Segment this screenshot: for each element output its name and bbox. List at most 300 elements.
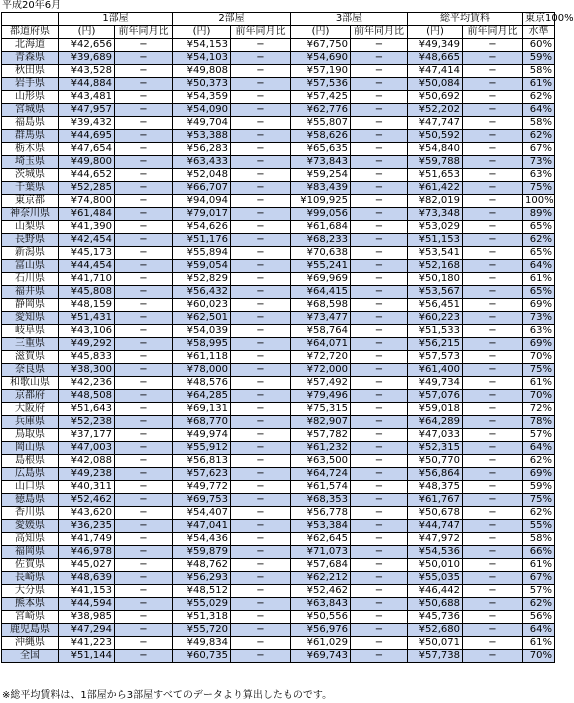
yoy-2room-cell: − — [231, 286, 291, 299]
average-rent-cell: ¥50,592 — [408, 130, 463, 143]
yoy-2room-cell: − — [231, 390, 291, 403]
yoy-1room-cell: − — [115, 299, 173, 312]
prefecture-cell: 鳥取県 — [2, 429, 59, 442]
rent-3room-cell: ¥68,598 — [291, 299, 351, 312]
yoy-average-cell: − — [463, 143, 523, 156]
average-rent-cell: ¥48,375 — [408, 481, 463, 494]
tokyo-level-cell: 67% — [523, 572, 555, 585]
yoy-average-cell: − — [463, 403, 523, 416]
prefecture-cell: 全国 — [2, 650, 59, 663]
table-row — [2, 533, 555, 546]
yoy-1room-cell: − — [115, 533, 173, 546]
yoy-1room-cell: − — [115, 494, 173, 507]
yoy-average-cell: − — [463, 494, 523, 507]
rent-2room-cell: ¥48,512 — [173, 585, 231, 598]
prefecture-cell: 大分県 — [2, 585, 59, 598]
yoy-2room-cell: − — [231, 117, 291, 130]
header-yoy: 前年同月比 — [231, 26, 291, 39]
yoy-average-cell: − — [463, 39, 523, 52]
yoy-average-cell: − — [463, 52, 523, 65]
yoy-2room-cell: − — [231, 442, 291, 455]
rent-3room-cell: ¥73,477 — [291, 312, 351, 325]
yoy-2room-cell: − — [231, 507, 291, 520]
yoy-3room-cell: − — [351, 442, 408, 455]
prefecture-cell: 栃木県 — [2, 143, 59, 156]
header-yoy: 前年同月比 — [115, 26, 173, 39]
yoy-2room-cell: − — [231, 429, 291, 442]
rent-3room-cell: ¥82,907 — [291, 416, 351, 429]
yoy-average-cell: − — [463, 442, 523, 455]
prefecture-cell: 島根県 — [2, 455, 59, 468]
rent-3room-cell: ¥72,000 — [291, 364, 351, 377]
yoy-3room-cell: − — [351, 221, 408, 234]
rent-2room-cell: ¥60,735 — [173, 650, 231, 663]
prefecture-cell: 神奈川県 — [2, 208, 59, 221]
yoy-2room-cell: − — [231, 52, 291, 65]
yoy-average-cell: − — [463, 364, 523, 377]
rent-2room-cell: ¥56,283 — [173, 143, 231, 156]
rent-1room-cell: ¥48,159 — [59, 299, 115, 312]
yoy-1room-cell: − — [115, 234, 173, 247]
yoy-1room-cell: − — [115, 403, 173, 416]
tokyo-level-cell: 100% — [523, 195, 555, 208]
prefecture-cell: 岩手県 — [2, 78, 59, 91]
rent-3room-cell: ¥69,969 — [291, 273, 351, 286]
average-rent-cell: ¥50,678 — [408, 507, 463, 520]
prefecture-cell: 徳島県 — [2, 494, 59, 507]
rent-1room-cell: ¥49,292 — [59, 338, 115, 351]
yoy-3room-cell: − — [351, 325, 408, 338]
tokyo-level-cell: 55% — [523, 520, 555, 533]
rent-1room-cell: ¥36,235 — [59, 520, 115, 533]
table-caption: 平成20年6月 — [2, 0, 62, 11]
yoy-average-cell: − — [463, 585, 523, 598]
header-3room: 3部屋 — [291, 13, 408, 26]
rent-2room-cell: ¥48,762 — [173, 559, 231, 572]
yoy-average-cell: − — [463, 455, 523, 468]
yoy-3room-cell: − — [351, 416, 408, 429]
rent-1room-cell: ¥41,390 — [59, 221, 115, 234]
tokyo-level-cell: 89% — [523, 208, 555, 221]
table-row — [2, 286, 555, 299]
table-row — [2, 299, 555, 312]
yoy-2room-cell: − — [231, 572, 291, 585]
prefecture-cell: 奈良県 — [2, 364, 59, 377]
rent-2room-cell: ¥49,974 — [173, 429, 231, 442]
average-rent-cell: ¥51,153 — [408, 234, 463, 247]
rent-3room-cell: ¥63,500 — [291, 455, 351, 468]
average-rent-cell: ¥57,738 — [408, 650, 463, 663]
rent-2room-cell: ¥54,090 — [173, 104, 231, 117]
prefecture-cell: 沖縄県 — [2, 637, 59, 650]
average-rent-cell: ¥51,653 — [408, 169, 463, 182]
tokyo-level-cell: 69% — [523, 468, 555, 481]
tokyo-level-cell: 70% — [523, 650, 555, 663]
yoy-1room-cell: − — [115, 585, 173, 598]
prefecture-cell: 新潟県 — [2, 247, 59, 260]
yoy-1room-cell: − — [115, 221, 173, 234]
rent-3room-cell: ¥72,720 — [291, 351, 351, 364]
average-rent-cell: ¥50,084 — [408, 78, 463, 91]
rent-3room-cell: ¥61,232 — [291, 442, 351, 455]
prefecture-cell: 岐阜県 — [2, 325, 59, 338]
table-row — [2, 273, 555, 286]
yoy-3room-cell: − — [351, 650, 408, 663]
prefecture-cell: 愛知県 — [2, 312, 59, 325]
header-1room: 1部屋 — [59, 13, 173, 26]
yoy-average-cell: − — [463, 351, 523, 364]
rent-1room-cell: ¥51,431 — [59, 312, 115, 325]
tokyo-level-cell: 78% — [523, 416, 555, 429]
yoy-2room-cell: − — [231, 78, 291, 91]
header-yoy: 前年同月比 — [351, 26, 408, 39]
yoy-average-cell: − — [463, 78, 523, 91]
average-rent-cell: ¥73,348 — [408, 208, 463, 221]
rent-2room-cell: ¥53,388 — [173, 130, 231, 143]
yoy-1room-cell: − — [115, 637, 173, 650]
prefecture-cell: 富山県 — [2, 260, 59, 273]
yoy-2room-cell: − — [231, 143, 291, 156]
yoy-2room-cell: − — [231, 377, 291, 390]
rent-2room-cell: ¥69,753 — [173, 494, 231, 507]
table-row — [2, 442, 555, 455]
rent-1room-cell: ¥40,311 — [59, 481, 115, 494]
rent-3room-cell: ¥64,724 — [291, 468, 351, 481]
yoy-1room-cell: − — [115, 338, 173, 351]
rent-3room-cell: ¥58,764 — [291, 325, 351, 338]
yoy-3room-cell: − — [351, 351, 408, 364]
rent-1room-cell: ¥47,003 — [59, 442, 115, 455]
rent-3room-cell: ¥68,353 — [291, 494, 351, 507]
rent-1room-cell: ¥45,808 — [59, 286, 115, 299]
average-rent-cell: ¥59,018 — [408, 403, 463, 416]
rent-3room-cell: ¥55,807 — [291, 117, 351, 130]
table-row — [2, 91, 555, 104]
table-row — [2, 169, 555, 182]
header-yen: (円) — [59, 26, 115, 39]
yoy-2room-cell: − — [231, 624, 291, 637]
yoy-3room-cell: − — [351, 91, 408, 104]
yoy-1room-cell: − — [115, 559, 173, 572]
yoy-2room-cell: − — [231, 130, 291, 143]
prefecture-cell: 茨城県 — [2, 169, 59, 182]
yoy-1room-cell: − — [115, 312, 173, 325]
yoy-2room-cell: − — [231, 559, 291, 572]
table-row — [2, 117, 555, 130]
yoy-1room-cell: − — [115, 169, 173, 182]
yoy-2room-cell: − — [231, 650, 291, 663]
rent-3room-cell: ¥62,645 — [291, 533, 351, 546]
prefecture-cell: 和歌山県 — [2, 377, 59, 390]
yoy-3room-cell: − — [351, 390, 408, 403]
rent-2room-cell: ¥94,094 — [173, 195, 231, 208]
yoy-1room-cell: − — [115, 468, 173, 481]
yoy-1room-cell: − — [115, 39, 173, 52]
rent-2room-cell: ¥54,436 — [173, 533, 231, 546]
prefecture-cell: 高知県 — [2, 533, 59, 546]
yoy-2room-cell: − — [231, 481, 291, 494]
yoy-3room-cell: − — [351, 78, 408, 91]
yoy-3room-cell: − — [351, 208, 408, 221]
average-rent-cell: ¥57,573 — [408, 351, 463, 364]
average-rent-cell: ¥52,315 — [408, 442, 463, 455]
table-row — [2, 325, 555, 338]
yoy-3room-cell: − — [351, 364, 408, 377]
rent-2room-cell: ¥49,704 — [173, 117, 231, 130]
yoy-1room-cell: − — [115, 65, 173, 78]
prefecture-cell: 京都府 — [2, 390, 59, 403]
average-rent-cell: ¥47,972 — [408, 533, 463, 546]
tokyo-level-cell: 63% — [523, 325, 555, 338]
table-row — [2, 260, 555, 273]
average-rent-cell: ¥44,747 — [408, 520, 463, 533]
rent-2room-cell: ¥49,834 — [173, 637, 231, 650]
rent-1room-cell: ¥45,173 — [59, 247, 115, 260]
tokyo-level-cell: 75% — [523, 494, 555, 507]
yoy-3room-cell: − — [351, 273, 408, 286]
yoy-1room-cell: − — [115, 520, 173, 533]
yoy-average-cell: − — [463, 169, 523, 182]
average-rent-cell: ¥61,422 — [408, 182, 463, 195]
tokyo-level-cell: 57% — [523, 585, 555, 598]
yoy-3room-cell: − — [351, 507, 408, 520]
rent-2room-cell: ¥56,432 — [173, 286, 231, 299]
yoy-2room-cell: − — [231, 533, 291, 546]
yoy-average-cell: − — [463, 234, 523, 247]
yoy-2room-cell: − — [231, 312, 291, 325]
prefecture-cell: 青森県 — [2, 52, 59, 65]
rent-1room-cell: ¥48,508 — [59, 390, 115, 403]
tokyo-level-cell: 57% — [523, 429, 555, 442]
yoy-2room-cell: − — [231, 546, 291, 559]
rent-3room-cell: ¥55,241 — [291, 260, 351, 273]
rent-2room-cell: ¥54,407 — [173, 507, 231, 520]
yoy-1room-cell: − — [115, 286, 173, 299]
prefecture-cell: 秋田県 — [2, 65, 59, 78]
average-rent-cell: ¥54,840 — [408, 143, 463, 156]
yoy-2room-cell: − — [231, 338, 291, 351]
rent-2room-cell: ¥51,318 — [173, 611, 231, 624]
header-yen: (円) — [291, 26, 351, 39]
rent-2room-cell: ¥69,131 — [173, 403, 231, 416]
rent-1room-cell: ¥39,689 — [59, 52, 115, 65]
yoy-3room-cell: − — [351, 533, 408, 546]
yoy-3room-cell: − — [351, 39, 408, 52]
rent-3room-cell: ¥52,462 — [291, 585, 351, 598]
rent-2room-cell: ¥62,501 — [173, 312, 231, 325]
yoy-1room-cell: − — [115, 455, 173, 468]
average-rent-cell: ¥55,035 — [408, 572, 463, 585]
yoy-average-cell: − — [463, 104, 523, 117]
average-rent-cell: ¥50,770 — [408, 455, 463, 468]
rent-table — [1, 12, 574, 663]
yoy-2room-cell: − — [231, 91, 291, 104]
average-rent-cell: ¥57,076 — [408, 390, 463, 403]
yoy-3room-cell: − — [351, 143, 408, 156]
prefecture-cell: 愛媛県 — [2, 520, 59, 533]
prefecture-cell: 香川県 — [2, 507, 59, 520]
prefecture-cell: 広島県 — [2, 468, 59, 481]
yoy-1room-cell: − — [115, 481, 173, 494]
rent-3room-cell: ¥50,556 — [291, 611, 351, 624]
yoy-average-cell: − — [463, 260, 523, 273]
rent-3room-cell: ¥61,684 — [291, 221, 351, 234]
tokyo-level-cell: 66% — [523, 546, 555, 559]
average-rent-cell: ¥50,071 — [408, 637, 463, 650]
rent-1room-cell: ¥45,027 — [59, 559, 115, 572]
table-row — [2, 65, 555, 78]
yoy-3room-cell: − — [351, 234, 408, 247]
prefecture-cell: 三重県 — [2, 338, 59, 351]
table-row — [2, 455, 555, 468]
rent-2room-cell: ¥56,293 — [173, 572, 231, 585]
rent-3room-cell: ¥57,425 — [291, 91, 351, 104]
rent-3room-cell: ¥75,315 — [291, 403, 351, 416]
table-row — [2, 364, 555, 377]
table-row — [2, 39, 555, 52]
yoy-1room-cell: − — [115, 598, 173, 611]
table-row — [2, 208, 555, 221]
yoy-3room-cell: − — [351, 182, 408, 195]
rent-2room-cell: ¥54,153 — [173, 39, 231, 52]
yoy-average-cell: − — [463, 91, 523, 104]
yoy-2room-cell: − — [231, 455, 291, 468]
rent-3room-cell: ¥56,976 — [291, 624, 351, 637]
prefecture-cell: 佐賀県 — [2, 559, 59, 572]
tokyo-level-cell: 73% — [523, 312, 555, 325]
table-row — [2, 182, 555, 195]
yoy-1room-cell: − — [115, 442, 173, 455]
rent-3room-cell: ¥99,056 — [291, 208, 351, 221]
rent-2room-cell: ¥66,707 — [173, 182, 231, 195]
rent-2room-cell: ¥52,829 — [173, 273, 231, 286]
rent-2room-cell: ¥59,054 — [173, 260, 231, 273]
yoy-average-cell: − — [463, 156, 523, 169]
rent-1room-cell: ¥44,454 — [59, 260, 115, 273]
average-rent-cell: ¥64,289 — [408, 416, 463, 429]
tokyo-level-cell: 62% — [523, 130, 555, 143]
rent-3room-cell: ¥65,635 — [291, 143, 351, 156]
yoy-3room-cell: − — [351, 312, 408, 325]
yoy-average-cell: − — [463, 533, 523, 546]
rent-2room-cell: ¥78,000 — [173, 364, 231, 377]
prefecture-cell: 岡山県 — [2, 442, 59, 455]
table-row — [2, 104, 555, 117]
rent-1room-cell: ¥51,144 — [59, 650, 115, 663]
rent-1room-cell: ¥44,652 — [59, 169, 115, 182]
table-row — [2, 637, 555, 650]
tokyo-level-cell: 70% — [523, 390, 555, 403]
rent-1room-cell: ¥42,236 — [59, 377, 115, 390]
rent-1room-cell: ¥37,177 — [59, 429, 115, 442]
rent-3room-cell: ¥59,254 — [291, 169, 351, 182]
yoy-3room-cell: − — [351, 130, 408, 143]
yoy-3room-cell: − — [351, 598, 408, 611]
yoy-1room-cell: − — [115, 325, 173, 338]
rent-1room-cell: ¥42,088 — [59, 455, 115, 468]
rent-1room-cell: ¥47,294 — [59, 624, 115, 637]
yoy-average-cell: − — [463, 611, 523, 624]
yoy-3room-cell: − — [351, 299, 408, 312]
yoy-2room-cell: − — [231, 299, 291, 312]
rent-1room-cell: ¥49,238 — [59, 468, 115, 481]
tokyo-level-cell: 58% — [523, 533, 555, 546]
average-rent-cell: ¥56,864 — [408, 468, 463, 481]
tokyo-level-cell: 69% — [523, 299, 555, 312]
prefecture-cell: 宮城県 — [2, 104, 59, 117]
rent-3room-cell: ¥79,496 — [291, 390, 351, 403]
average-rent-cell: ¥56,215 — [408, 338, 463, 351]
table-row — [2, 234, 555, 247]
average-rent-cell: ¥45,736 — [408, 611, 463, 624]
prefecture-cell: 長崎県 — [2, 572, 59, 585]
average-rent-cell: ¥54,536 — [408, 546, 463, 559]
rent-3room-cell: ¥71,073 — [291, 546, 351, 559]
table-row — [2, 247, 555, 260]
rent-2room-cell: ¥55,720 — [173, 624, 231, 637]
yoy-average-cell: − — [463, 468, 523, 481]
tokyo-level-cell: 58% — [523, 65, 555, 78]
tokyo-level-cell: 75% — [523, 364, 555, 377]
tokyo-level-cell: 65% — [523, 221, 555, 234]
table-row — [2, 546, 555, 559]
tokyo-level-cell: 59% — [523, 52, 555, 65]
prefecture-cell: 山梨県 — [2, 221, 59, 234]
header-level: 水準 — [523, 26, 555, 39]
tokyo-level-cell: 62% — [523, 455, 555, 468]
average-rent-cell: ¥50,692 — [408, 91, 463, 104]
rent-2room-cell: ¥54,359 — [173, 91, 231, 104]
yoy-average-cell: − — [463, 546, 523, 559]
rent-3room-cell: ¥57,684 — [291, 559, 351, 572]
table-row — [2, 78, 555, 91]
tokyo-level-cell: 64% — [523, 442, 555, 455]
yoy-1room-cell: − — [115, 117, 173, 130]
average-rent-cell: ¥49,734 — [408, 377, 463, 390]
table-row — [2, 650, 555, 663]
yoy-average-cell: − — [463, 182, 523, 195]
prefecture-cell: 鹿児島県 — [2, 624, 59, 637]
table-row — [2, 221, 555, 234]
average-rent-cell: ¥60,223 — [408, 312, 463, 325]
prefecture-cell: 北海道 — [2, 39, 59, 52]
prefecture-cell: 福岡県 — [2, 546, 59, 559]
yoy-2room-cell: − — [231, 65, 291, 78]
rent-3room-cell: ¥56,778 — [291, 507, 351, 520]
yoy-1room-cell: − — [115, 156, 173, 169]
yoy-3room-cell: − — [351, 572, 408, 585]
rent-2room-cell: ¥51,176 — [173, 234, 231, 247]
table-row — [2, 429, 555, 442]
yoy-2room-cell: − — [231, 273, 291, 286]
rent-2room-cell: ¥52,048 — [173, 169, 231, 182]
yoy-3room-cell: − — [351, 455, 408, 468]
average-rent-cell: ¥47,747 — [408, 117, 463, 130]
rent-1room-cell: ¥52,462 — [59, 494, 115, 507]
rent-2room-cell: ¥54,103 — [173, 52, 231, 65]
yoy-2room-cell: − — [231, 221, 291, 234]
rent-2room-cell: ¥57,623 — [173, 468, 231, 481]
rent-1room-cell: ¥44,695 — [59, 130, 115, 143]
yoy-average-cell: − — [463, 572, 523, 585]
yoy-average-cell: − — [463, 390, 523, 403]
rent-1room-cell: ¥44,884 — [59, 78, 115, 91]
yoy-3room-cell: − — [351, 403, 408, 416]
rent-1room-cell: ¥52,285 — [59, 182, 115, 195]
header-prefecture: 都道府県 — [2, 26, 59, 39]
yoy-3room-cell: − — [351, 481, 408, 494]
average-rent-cell: ¥50,688 — [408, 598, 463, 611]
